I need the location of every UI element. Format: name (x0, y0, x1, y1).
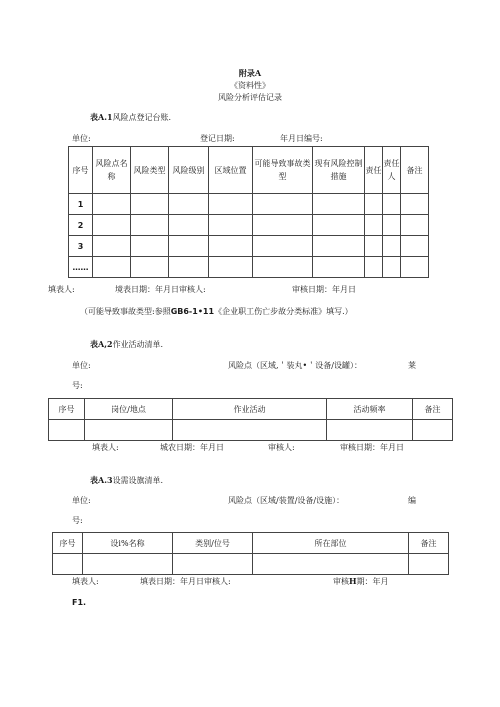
appendix-label (0, 68, 500, 79)
table-cell[interactable] (253, 215, 313, 236)
table-a2-unit: 单位: (72, 361, 91, 370)
header-cell: 责任人 (383, 147, 401, 194)
table-a2-number-field: 号: (72, 381, 83, 390)
table-a1-audit-date: 审核日期：年月日 (292, 285, 356, 294)
appendix-text: 附录A (238, 68, 262, 78)
table-a3-unit: 单位: (72, 496, 91, 505)
table-a3-caption (90, 475, 163, 486)
table-cell[interactable] (313, 236, 365, 257)
table-cell[interactable] (253, 194, 313, 215)
table-a1-fill-date: 境表日期：年月日审核人: (115, 285, 206, 294)
table-a3-number: 表A.3 (90, 475, 113, 485)
table-a1-number-field: 年月日编号: (280, 134, 323, 143)
table-cell[interactable] (93, 236, 131, 257)
header-cell: 风险类型 (131, 147, 169, 194)
table-cell[interactable] (93, 194, 131, 215)
table-cell[interactable] (409, 554, 449, 575)
table-a1-number: 表A.1 (90, 112, 113, 122)
header-cell: 备注 (413, 399, 453, 420)
table-cell[interactable] (169, 257, 209, 278)
table-row (69, 236, 429, 257)
table-a2-fill-date: 城农日期：年月日 (160, 443, 224, 452)
document-title: 风险分析评估记录 (218, 93, 282, 102)
table-cell[interactable] (253, 257, 313, 278)
table-a3-risk-point: 风险点（区域/装置/设备/设施）： (228, 496, 345, 505)
table-cell[interactable] (313, 194, 365, 215)
header-cell: 类别/位号 (173, 533, 253, 554)
table-cell[interactable] (365, 215, 383, 236)
table-cell[interactable] (401, 236, 429, 257)
table-cell[interactable] (169, 215, 209, 236)
table-cell[interactable] (383, 257, 401, 278)
table-header-row (49, 399, 453, 420)
table-row (49, 420, 453, 441)
table-cell[interactable] (383, 194, 401, 215)
table-cell[interactable] (253, 554, 409, 575)
table-a1-register-date: 登记日期: (200, 134, 235, 143)
row-number: 1 (69, 194, 93, 215)
table-cell[interactable] (131, 236, 169, 257)
equipment-list-table (52, 532, 449, 575)
note-standard: GB6-1•11 (170, 307, 215, 316)
table-cell[interactable] (401, 194, 429, 215)
table-a2-title: 作业活动清单. (112, 340, 164, 349)
table-cell[interactable] (365, 257, 383, 278)
table-a2-filler: 填表人: (92, 443, 119, 452)
table-row (69, 257, 429, 278)
table-a2-auditor: 审核人: (268, 443, 295, 452)
header-cell: 活动频率 (327, 399, 413, 420)
row-number: …… (69, 257, 93, 278)
header-cell: 序号 (53, 533, 83, 554)
table-cell[interactable] (313, 257, 365, 278)
table-cell[interactable] (85, 420, 173, 441)
table-cell[interactable] (173, 420, 327, 441)
header-cell: 设i%名称 (83, 533, 173, 554)
table-cell[interactable] (413, 420, 453, 441)
row-number: 2 (69, 215, 93, 236)
table-cell[interactable] (93, 257, 131, 278)
header-cell: 备注 (401, 147, 429, 194)
risk-register-table (68, 146, 429, 278)
table-a2-audit-date: 审核日期：年月日 (340, 443, 404, 452)
table-a2-number: 表A,2 (90, 339, 113, 349)
audit-prefix: 审核 (333, 577, 349, 586)
table-row (53, 554, 449, 575)
header-cell: 可能导致事故类型 (253, 147, 313, 194)
header-cell: 区域位置 (209, 147, 253, 194)
table-cell[interactable] (253, 236, 313, 257)
header-cell: 作业活动 (173, 399, 327, 420)
table-cell[interactable] (93, 215, 131, 236)
table-cell[interactable] (169, 236, 209, 257)
table-cell[interactable] (365, 236, 383, 257)
table-header-row (53, 533, 449, 554)
table-a1-note (80, 306, 353, 317)
audit-bold: H (349, 576, 357, 586)
table-cell[interactable] (131, 194, 169, 215)
table-cell[interactable] (209, 257, 253, 278)
table-a2-meta-tail: 莱 (408, 361, 416, 370)
note-suffix: 《企业职工伤亡步故分类标准》填写.） (214, 307, 353, 316)
table-cell[interactable] (365, 194, 383, 215)
table-cell[interactable] (327, 420, 413, 441)
table-cell[interactable] (49, 420, 85, 441)
table-cell[interactable] (131, 257, 169, 278)
work-activity-table (48, 398, 453, 441)
table-row (69, 215, 429, 236)
table-a3-meta-tail: 编 (408, 496, 416, 505)
table-a3-filler: 填表人: (72, 577, 99, 586)
table-a2-risk-point: 风险点（区域,＇装丸•＇设备/设罐）： (228, 361, 362, 370)
table-a1-unit: 单位: (72, 134, 91, 143)
header-cell: 风险点名称 (93, 147, 131, 194)
table-cell[interactable] (209, 236, 253, 257)
table-a3-number-field: 号: (72, 516, 83, 525)
table-cell[interactable] (173, 554, 253, 575)
table-cell[interactable] (401, 215, 429, 236)
table-cell[interactable] (383, 236, 401, 257)
table-a1-title: 风险点登记台账. (112, 113, 172, 122)
table-cell[interactable] (209, 194, 253, 215)
table-cell[interactable] (53, 554, 83, 575)
table-a3-fill-date: 填表日期：年月日审核人: (140, 577, 231, 586)
table-header-row (69, 147, 429, 194)
table-a3-title: 设需设旗清单. (112, 476, 164, 485)
header-cell: 所在部位 (253, 533, 409, 554)
table-cell[interactable] (313, 215, 365, 236)
table-cell[interactable] (131, 215, 169, 236)
audit-suffix: 期：年月 (356, 577, 389, 586)
row-number: 3 (69, 236, 93, 257)
table-cell[interactable] (209, 215, 253, 236)
note-prefix: （可能导致事故类型:参照 (80, 307, 171, 316)
table-a2-caption (90, 339, 163, 350)
table-a1-caption (90, 112, 171, 123)
table-cell[interactable] (401, 257, 429, 278)
header-cell: 风险级别 (169, 147, 209, 194)
header-cell: 责任 (365, 147, 383, 194)
header-cell: 备注 (409, 533, 449, 554)
table-row (69, 194, 429, 215)
header-cell: 现有风险控制措施 (313, 147, 365, 194)
header-cell: 岗位/地点 (85, 399, 173, 420)
table-cell[interactable] (383, 215, 401, 236)
table-cell[interactable] (169, 194, 209, 215)
page-tail-marker: F1. (72, 598, 87, 607)
table-cell[interactable] (83, 554, 173, 575)
header-cell: 序号 (69, 147, 93, 194)
header-cell: 序号 (49, 399, 85, 420)
document-nature: 《资料性》 (230, 81, 270, 90)
table-a1-filler: 填表人: (48, 285, 75, 294)
table-a3-audit-date (333, 576, 389, 587)
